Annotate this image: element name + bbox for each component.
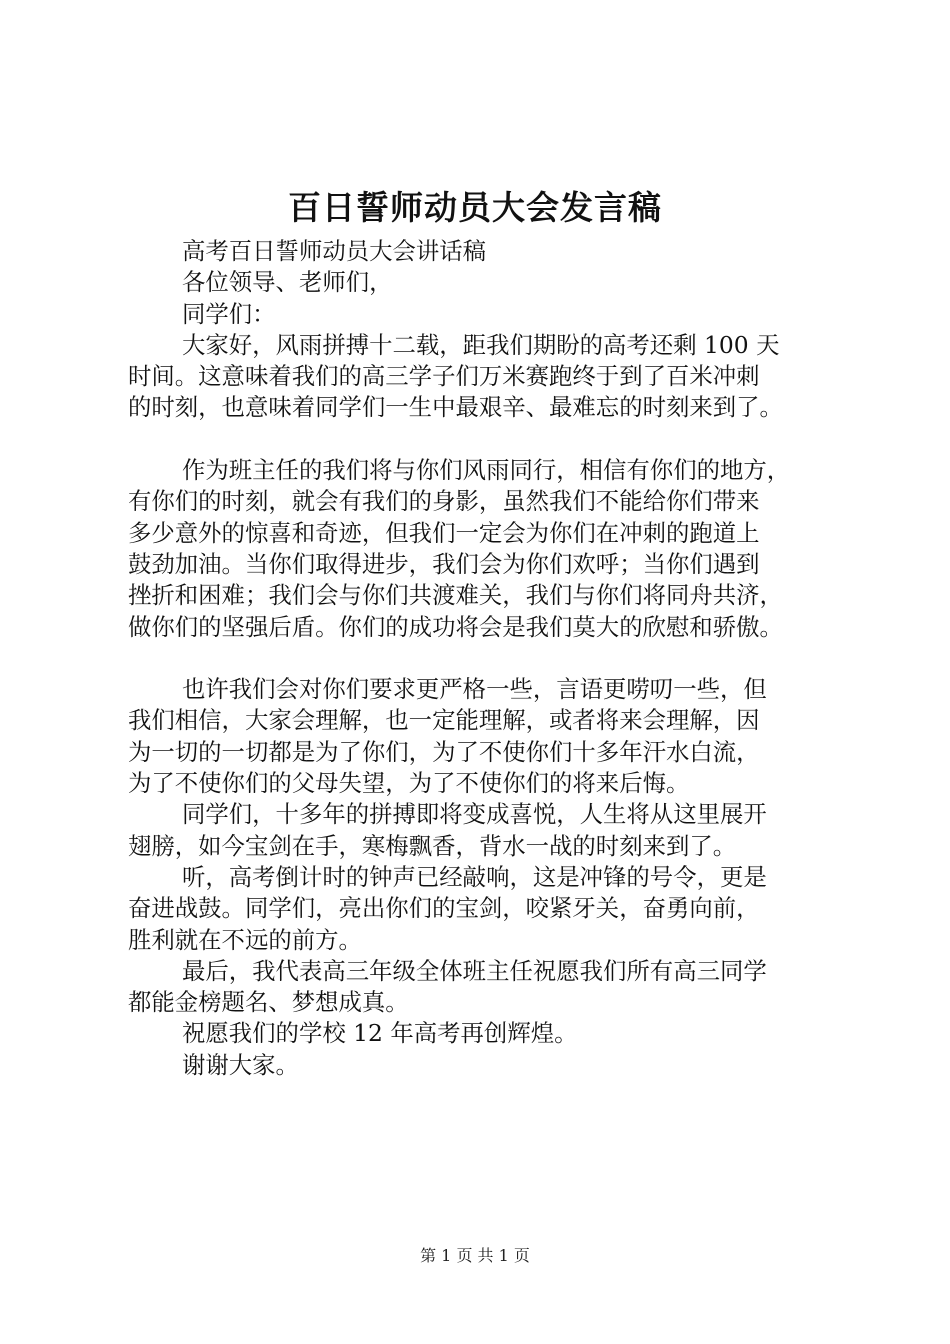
paragraph-line: 为一切的一切都是为了你们，为了不使你们十多年汗水白流， — [128, 737, 760, 766]
paragraph-line: 也许我们会对你们要求更严格一些，言语更唠叨一些，但 — [182, 675, 767, 704]
paragraph-spacer — [128, 424, 836, 455]
paragraph-line: 鼓劲加油。当你们取得进步，我们会为你们欢呼；当你们遇到 — [128, 549, 760, 578]
paragraph-line: 同学们，十多年的拼搏即将变成喜悦，人生将从这里展开 — [182, 800, 767, 829]
paragraph — [128, 674, 836, 799]
paragraph-line: 胜利就在不远的前方。 — [128, 925, 362, 954]
paragraph-line: 奋进战鼓。同学们，亮出你们的宝剑，咬紧牙关，奋勇向前， — [128, 894, 760, 923]
intro-line: 同学们： — [182, 299, 276, 328]
paragraph-line: 我们相信，大家会理解，也一定能理解，或者将来会理解，因 — [128, 706, 760, 735]
paragraph — [128, 956, 836, 1019]
paragraph-line: 有你们的时刻，就会有我们的身影，虽然我们不能给你们带来 — [128, 487, 760, 516]
paragraph-line: 的时刻，也意味着同学们一生中最艰辛、最难忘的时刻来到了。 — [128, 393, 783, 422]
paragraph-line: 作为班主任的我们将与你们风雨同行，相信有你们的地方， — [182, 456, 791, 485]
paragraph-line: 都能金榜题名、梦想成真。 — [128, 988, 409, 1017]
paragraph-line: 听，高考倒计时的钟声已经敲响，这是冲锋的号令，更是 — [182, 862, 767, 891]
closing-line: 祝愿我们的学校 12 年高考再创辉煌。 — [182, 1019, 578, 1048]
paragraph — [128, 799, 836, 862]
paragraph-line: 最后，我代表高三年级全体班主任祝愿我们所有高三同学 — [182, 956, 767, 985]
paragraph-line: 大家好，风雨拼搏十二载，距我们期盼的高考还剩 100 天 — [182, 330, 780, 359]
document-title: 百日誓师动员大会发言稿 — [288, 188, 662, 227]
paragraph — [128, 455, 836, 643]
document-body — [128, 236, 836, 1081]
paragraph-line: 多少意外的惊喜和奇迹，但我们一定会为你们在冲刺的跑道上 — [128, 518, 760, 547]
intro-line: 高考百日誓师动员大会讲话稿 — [182, 237, 487, 265]
paragraph-line: 挫折和困难；我们会与你们共渡难关，我们与你们将同舟共济， — [128, 581, 783, 610]
paragraph — [128, 862, 836, 956]
paragraph-line: 为了不使你们的父母失望，为了不使你们的将来后悔。 — [128, 769, 690, 798]
paragraph-line: 时间。这意味着我们的高三学子们万米赛跑终于到了百米冲刺 — [128, 362, 760, 391]
paragraph-spacer — [128, 643, 836, 674]
paragraph-line: 做你们的坚强后盾。你们的成功将会是我们莫大的欣慰和骄傲。 — [128, 612, 783, 641]
paragraph — [128, 330, 836, 424]
intro-line: 各位领导、老师们， — [182, 268, 393, 297]
paragraph-line: 翅膀，如今宝剑在手，寒梅飘香，背水一战的时刻来到了。 — [128, 831, 737, 860]
closing-line: 谢谢大家。 — [182, 1050, 299, 1079]
page-footer: 第 1 页 共 1 页 — [420, 1246, 530, 1265]
